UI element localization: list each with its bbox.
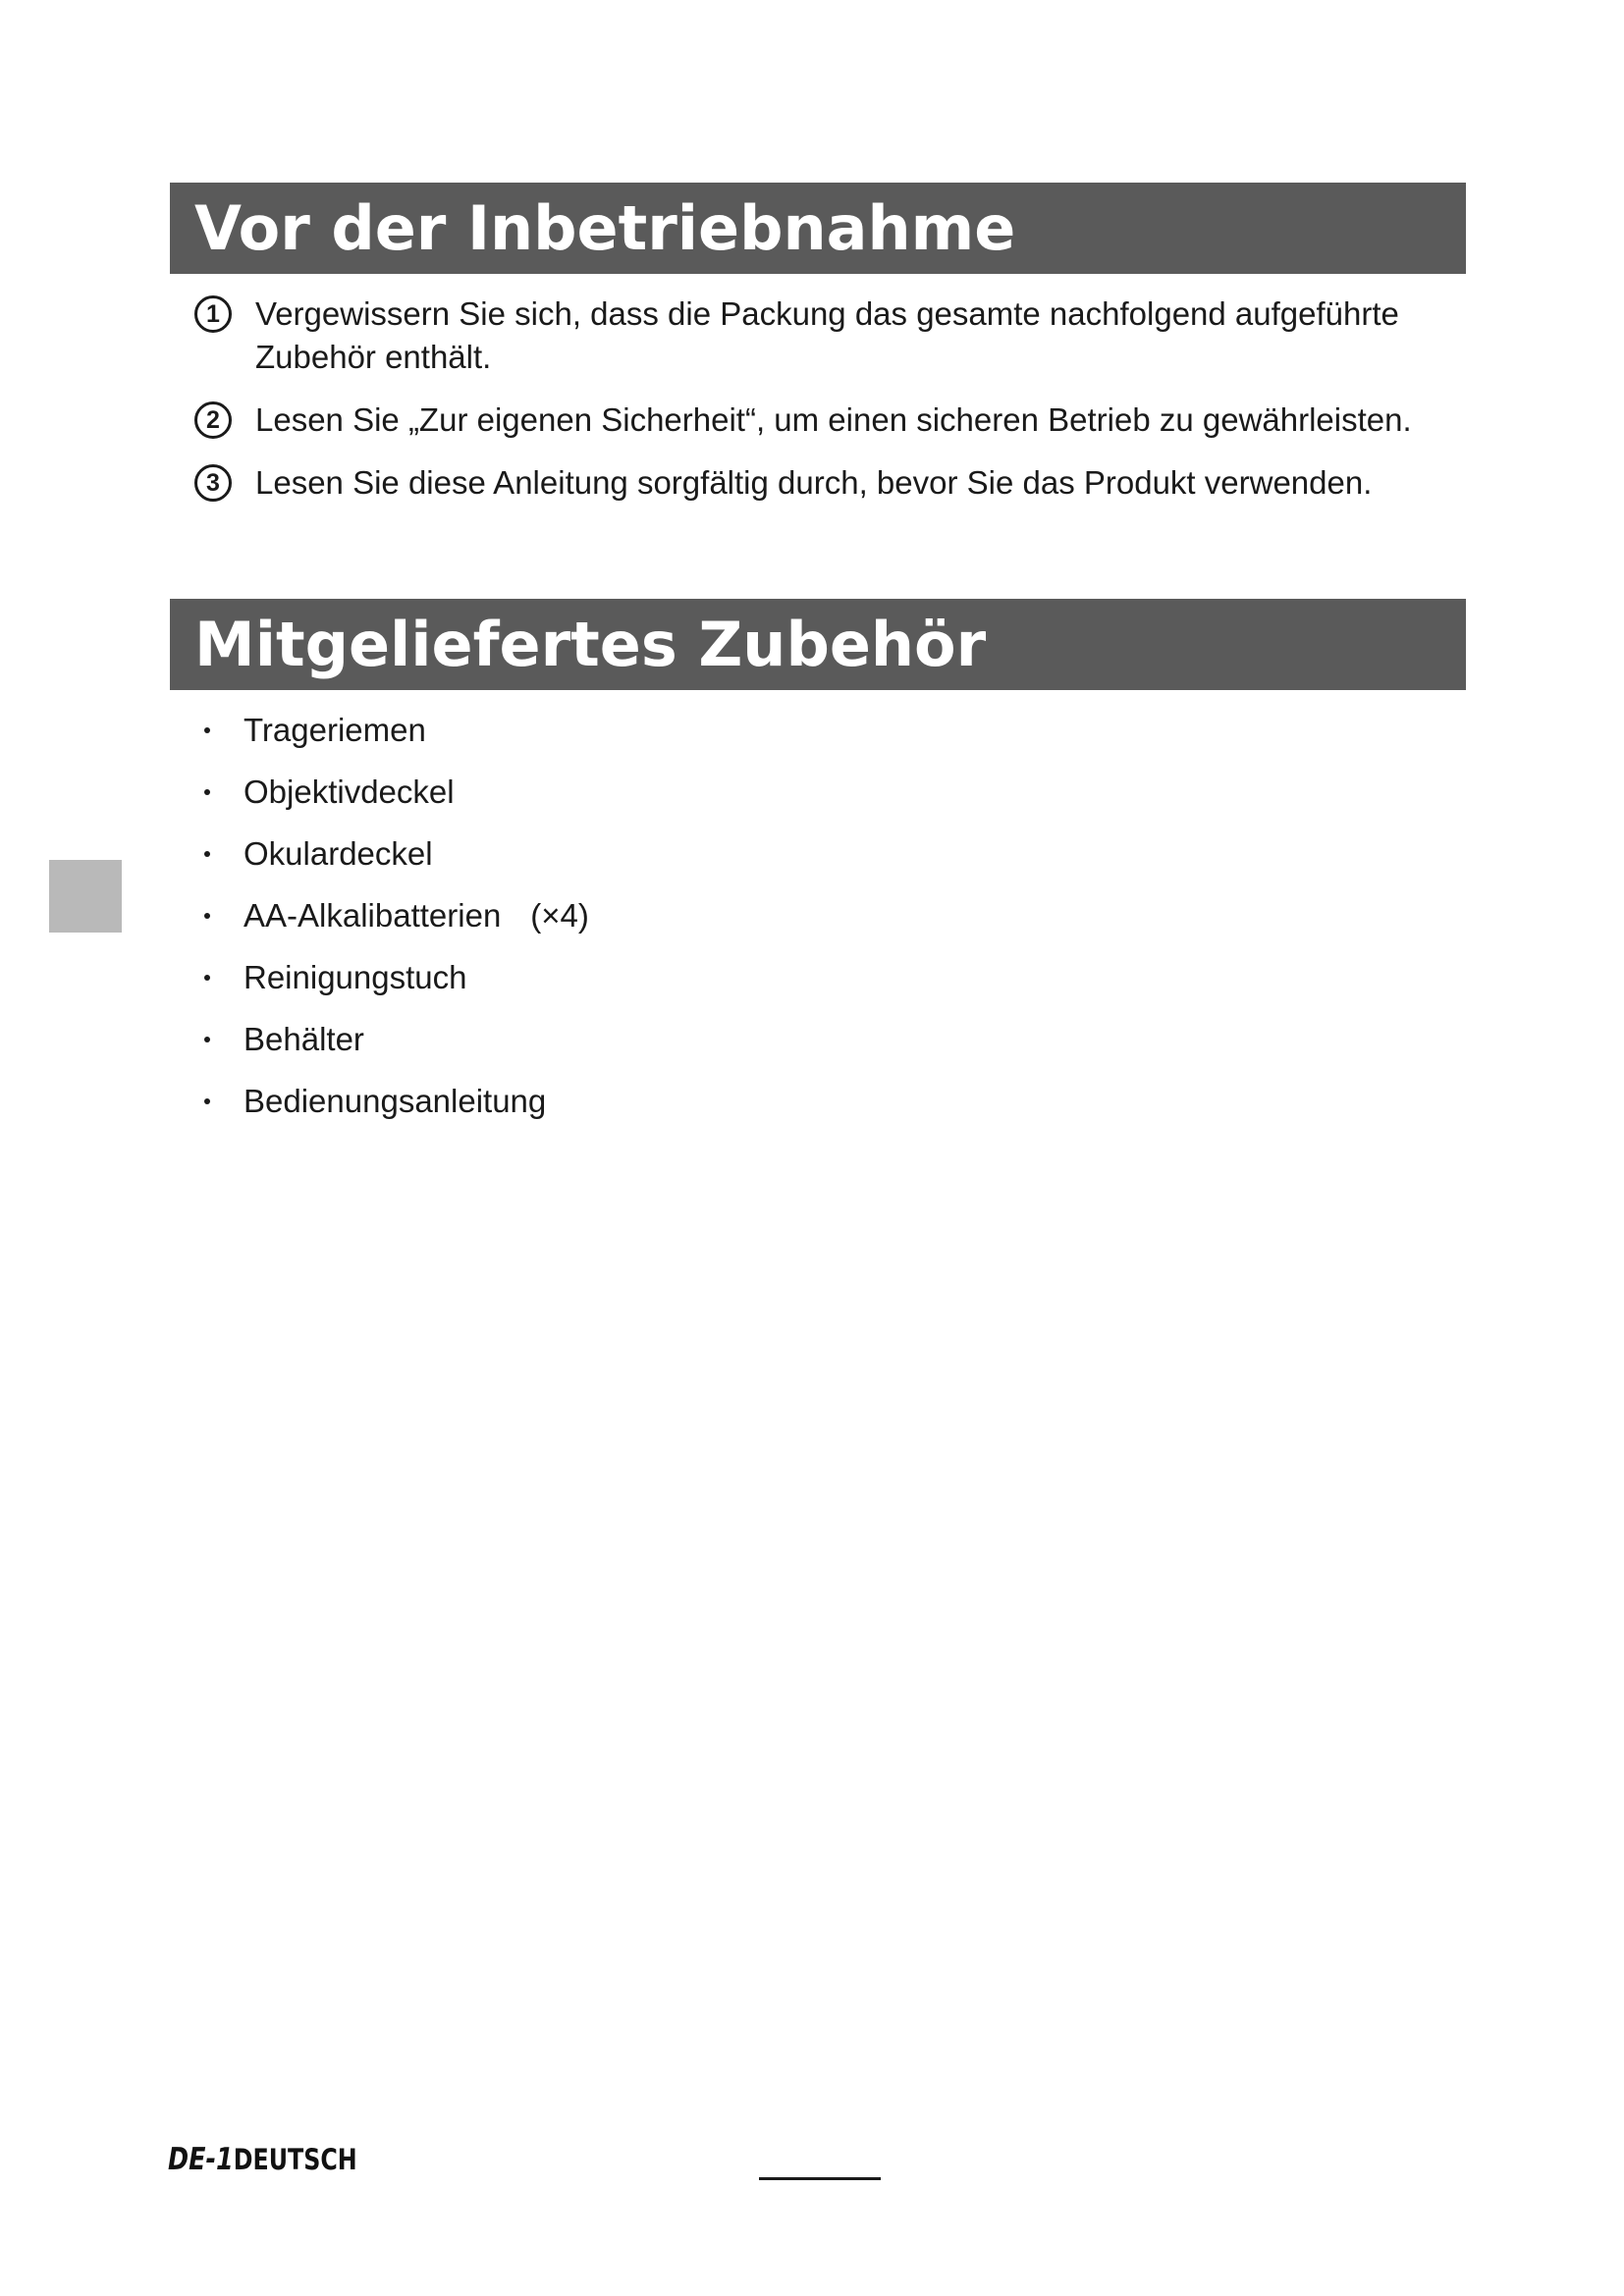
list-item bbox=[204, 1080, 1088, 1123]
list-item bbox=[204, 894, 1088, 937]
bullet-icon bbox=[204, 975, 210, 981]
step-number-badge: 1 bbox=[194, 295, 232, 333]
bullet-icon bbox=[204, 1098, 210, 1104]
steps-list bbox=[194, 293, 1471, 524]
step-item bbox=[194, 461, 1471, 505]
step-item bbox=[194, 293, 1471, 379]
list-item bbox=[204, 771, 1088, 814]
step-text: Vergewissern Sie sich, dass die Packung das gesamte nachfolgend aufgeführte Zubehör enthält. bbox=[255, 295, 1399, 375]
bullet-icon bbox=[204, 789, 210, 795]
step-text: Lesen Sie „Zur eigenen Sicherheit“, um einen sicheren Betrieb zu gewährleisten. bbox=[255, 401, 1412, 438]
page-footer bbox=[168, 2142, 357, 2177]
section-title-before-use: Vor der Inbetriebnahme bbox=[170, 183, 1466, 274]
accessories-list bbox=[204, 709, 1088, 1142]
list-item bbox=[204, 709, 1088, 752]
bullet-icon bbox=[204, 913, 210, 919]
step-text: Lesen Sie diese Anleitung sorgfältig durch, bevor Sie das Produkt verwenden. bbox=[255, 464, 1373, 501]
item-label: Reinigungstuch bbox=[244, 959, 467, 995]
item-label: Trageriemen bbox=[244, 712, 426, 748]
step-item bbox=[194, 399, 1471, 442]
page-number: DE-1 bbox=[168, 2142, 234, 2177]
item-label: Okulardeckel bbox=[244, 835, 433, 872]
item-quantity: (×4) bbox=[530, 897, 589, 934]
list-item bbox=[204, 956, 1088, 999]
section-title-accessories: Mitgeliefertes Zubehör bbox=[170, 599, 1466, 690]
footer-divider bbox=[759, 2177, 881, 2180]
list-item bbox=[204, 832, 1088, 876]
item-label: Behälter bbox=[244, 1021, 364, 1057]
language-thumb-tab bbox=[49, 860, 122, 933]
item-label: Objektivdeckel bbox=[244, 774, 455, 810]
footer-language: DEUTSCH bbox=[233, 2143, 357, 2176]
step-number-badge: 3 bbox=[194, 464, 232, 502]
step-number-badge: 2 bbox=[194, 401, 232, 439]
bullet-icon bbox=[204, 851, 210, 857]
bullet-icon bbox=[204, 1037, 210, 1042]
item-label: AA-Alkalibatterien bbox=[244, 897, 502, 934]
item-label: Bedienungsanleitung bbox=[244, 1083, 547, 1119]
bullet-icon bbox=[204, 727, 210, 733]
list-item bbox=[204, 1018, 1088, 1061]
